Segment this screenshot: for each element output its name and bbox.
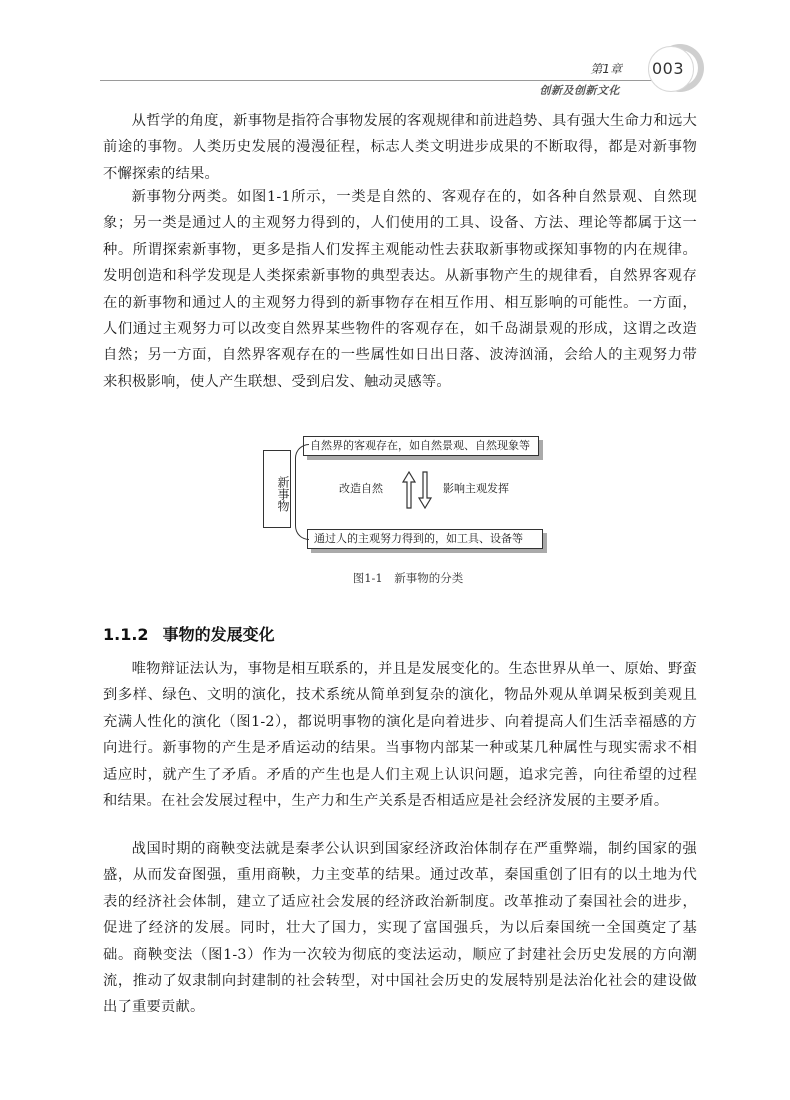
figure-right-label: 影响主观发挥 [443,482,509,495]
paragraph-2: 新事物分两类。如图1-1所示，一类是自然的、客观存在的，如各种自然景观、自然现象；另一类是通过人的主观努力得到的，人们使用的工具、设备、方法、理论等都属于这一种。所谓探索新事物，更多是指人们发挥主观能动性去获取新事物或探知事物的内在规律。发明创造和科学发现是人类探索新事物的典型表达。从新事物产生的规律看，自然界客观存在的新事物和通过人的主观努力得到的新事物存在相互作用、相互影响的可能性。一方面，人们通过主观努力可以改变自然界某些物件的客观存在，如千岛湖景观的形成，这谓之改造自然；另一方面，自然界客观存在的一些属性如日出日落、波涛汹涌，会给人的主观努力带来积极影响，使人产生联想、受到启发、触动灵感等。 [103,189,697,390]
section-title: 事物的发展变化 [162,625,275,644]
figure-caption: 图1-1 新事物的分类 [352,571,464,585]
figure-bottom-box: 通过人的主观努力得到的，如工具、设备等 [307,529,543,549]
paragraph-4: 战国时期的商鞅变法就是秦孝公认识到国家经济政治体制存在严重弊端，制约国家的强盛，从而发奋图强，重用商鞅，力主变革的结果。通过改革，秦国重创了旧有的以土地为代表的经济社会体制，建立了适应社会发展的经济政治新制度。改革推动了秦国社会的进步，促进了经济的发展。同时，壮大了国力，实现了富国强兵，为以后秦国统一全国奠定了基础。商鞅变法（图1-3）作为一次较为彻底的变法运动，顺应了封建社会历史发展的方向潮流，推动了奴隶制向封建制的社会转型，对中国社会历史的发展特别是法治化社会的建设做出了重要贡献。 [103,841,697,1016]
page-number-badge [648,46,700,92]
chapter-label: 第1章 [590,62,622,76]
figure-left-label: 改造自然 [339,482,383,495]
figure-top-box: 自然界的客观存在，如自然景观、自然现象等 [303,436,539,456]
page-number: 003 [652,59,685,78]
chapter-title: 创新及创新文化 [539,84,620,97]
paragraph-1: 从哲学的角度，新事物是指符合事物发展的客观规律和前进趋势、具有强大生命力和远大前途的事物。人类历史发展的漫漫征程，标志人类文明进步成果的不断取得，都是对新事物不懈探索的结果。 [103,113,697,182]
page-header [100,44,700,97]
double-arrow-icon [397,468,437,512]
header-rule [100,80,660,81]
figure-bracket [295,444,309,540]
figure-side-label: 新事物 [263,450,291,528]
section-heading [103,622,275,645]
paragraph-3: 唯物辩证法认为，事物是相互联系的，并且是发展变化的。生态世界从单一、原始、野蛮到多样、绿色、文明的演化，技术系统从简单到复杂的演化，物品外观从单调呆板到美观且充满人性化的演化（图1-2），都说明事物的演化是向着进步、向着提高人们生活幸福感的方向进行。新事物的产生是矛盾运动的结果。当事物内部某一种或某几种属性与现实需求不相适应时，就产生了矛盾。矛盾的产生也是人们主观上认识问题，追求完善，向往希望的过程和结果。在社会发展过程中，生产力和生产关系是否相适应是社会经济发展的主要矛盾。 [103,661,697,810]
section-number: 1.1.2 [103,625,149,644]
figure-new-things-classification [263,436,553,585]
